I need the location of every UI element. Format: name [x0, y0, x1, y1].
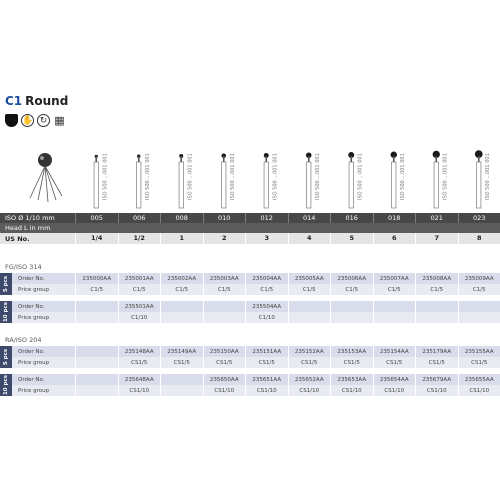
price-group-cell — [330, 312, 373, 323]
shank-ref-label: ISO 500 ...001 001 — [442, 153, 449, 200]
order-number-cell: 235654AA — [373, 374, 416, 385]
section-title: FG/ISO 314 — [5, 263, 42, 271]
price-group-cell — [75, 357, 118, 368]
bur-005 — [94, 153, 108, 208]
iso-size-row — [0, 213, 500, 223]
us-number-cell: 1/2 — [118, 233, 161, 244]
us-number-cell: 4 — [288, 233, 331, 244]
order-number-cell: 235648AA — [118, 374, 161, 385]
price-group-cell: C1/5 — [288, 284, 331, 295]
order-number-cell: 235003AA — [203, 273, 246, 284]
pack-size-label: 10 pcs — [0, 374, 12, 396]
order-number-cell: 235650AA — [203, 374, 246, 385]
bur-021 — [433, 151, 449, 208]
price-group-cell: C1/5 — [373, 284, 416, 295]
us-number-cell: 8 — [458, 233, 500, 244]
price-group-cell: CS1/5 — [160, 357, 203, 368]
order-number-cell — [75, 346, 118, 357]
price-group-cell — [458, 312, 500, 323]
price-group-cell: CS1/5 — [458, 357, 500, 368]
iso-size-cell: 014 — [288, 213, 331, 223]
product-name: Round — [25, 94, 69, 108]
price-group-cell: CS1/5 — [330, 357, 373, 368]
product-title — [5, 94, 68, 108]
bur-006 — [137, 153, 151, 208]
order-number-cell: 235009AA — [458, 273, 500, 284]
rpm-icon: ↻ — [37, 114, 50, 127]
iso-size-cell: 023 — [458, 213, 500, 223]
property-icons — [5, 113, 66, 127]
price-group-cell: C1/10 — [245, 312, 288, 323]
bur-023 — [475, 150, 491, 208]
price-group-cell: CS1/10 — [245, 385, 288, 396]
pack-size-label: 5 pcs — [0, 346, 12, 368]
order-number-cell: 235154AA — [373, 346, 416, 357]
order-number-cell: 235002AA — [160, 273, 203, 284]
price-group-cell: CS1/5 — [288, 357, 331, 368]
us-number-cell: 5 — [330, 233, 373, 244]
table-row: Order No. 235000AA 235001AA 235002AA 235003AA 235004AA 235005AA 235006AA 235007AA 235008AA 235009AA — [12, 273, 500, 284]
price-group-cell — [160, 312, 203, 323]
shank-ref-label: ISO 500 ...001 001 — [399, 153, 406, 200]
order-number-cell: 235149AA — [160, 346, 203, 357]
section-title: RA/ISO 204 — [5, 336, 42, 344]
iso-size-cell: 021 — [415, 213, 458, 223]
order-number-cell — [160, 301, 203, 312]
iso-size-cell: 018 — [373, 213, 416, 223]
order-number-cell: 235651AA — [245, 374, 288, 385]
order-number-cell: 235001AA — [118, 273, 161, 284]
us-number-cell: 1/4 — [75, 233, 118, 244]
price-group-cell — [75, 312, 118, 323]
bur-014 — [306, 153, 321, 209]
shank-ref-label: ISO 500 ...001 001 — [272, 153, 279, 200]
table-row: Order No. 235648AA 235650AA 235651AA 235652AA 235653AA 235654AA 235679AA 235655AA — [12, 374, 500, 385]
price-group-cell: C1/5 — [75, 284, 118, 295]
order-number-cell: 235152AA — [288, 346, 331, 357]
price-group-cell: C1/5 — [160, 284, 203, 295]
iso-size-cell: 006 — [118, 213, 161, 223]
shank-ref-label: ISO 500 ...001 001 — [187, 153, 194, 200]
price-group-cell: C1/10 — [118, 312, 161, 323]
iso-size-cell: 008 — [160, 213, 203, 223]
order-number-cell: 235655AA — [458, 374, 500, 385]
pack-size-label: 5 pcs — [0, 273, 12, 295]
price-group-cell: CS1/10 — [330, 385, 373, 396]
order-number-cell — [415, 301, 458, 312]
table-row: Price group CS1/5 CS1/5 CS1/5 CS1/5 CS1/5 CS1/5 CS1/5 CS1/5 CS1/5 — [12, 357, 500, 368]
order-number-cell — [203, 301, 246, 312]
bur-bundle-icon — [30, 153, 62, 202]
bur-012 — [264, 153, 279, 208]
shank-ref-label: ISO 500 ...001 001 — [102, 153, 109, 200]
price-group-cell — [75, 385, 118, 396]
shank-ref-label: ISO 500 ...001 001 — [357, 153, 364, 200]
bur-008 — [179, 153, 193, 208]
price-group-cell: CS1/10 — [458, 385, 500, 396]
iso-size-cell: 005 — [75, 213, 118, 223]
order-number-cell: 235005AA — [288, 273, 331, 284]
iso-size-cell: 012 — [245, 213, 288, 223]
price-group-cell — [373, 312, 416, 323]
order-number-cell: 235153AA — [330, 346, 373, 357]
price-group-cell: CS1/5 — [415, 357, 458, 368]
price-group-cell — [160, 385, 203, 396]
order-number-cell: 235000AA — [75, 273, 118, 284]
table-row: Price group C1/5 C1/5 C1/5 C1/5 C1/5 C1/5 C1/5 C1/5 C1/5 C1/5 — [12, 284, 500, 295]
price-group-cell: C1/5 — [118, 284, 161, 295]
order-number-cell — [160, 374, 203, 385]
price-group-cell: C1/5 — [203, 284, 246, 295]
pack-group — [0, 374, 500, 396]
order-number-cell: 235008AA — [415, 273, 458, 284]
order-number-cell: 235006AA — [330, 273, 373, 284]
shape-icon — [5, 114, 18, 127]
table-row: Order No. 235148AA 235149AA 235150AA 235151AA 235152AA 235153AA 235154AA 235179AA 235155AA — [12, 346, 500, 357]
price-group-cell: C1/5 — [415, 284, 458, 295]
shank-ref-label: ISO 500 ...001 001 — [229, 153, 236, 200]
price-group-cell: C1/5 — [330, 284, 373, 295]
order-number-cell — [373, 301, 416, 312]
iso-size-label: ISO Ø 1/10 mm — [5, 214, 55, 222]
shank-ref-label: ISO 500 ...001 001 — [144, 153, 151, 200]
order-number-cell: 235679AA — [415, 374, 458, 385]
us-number-cell: 1 — [160, 233, 203, 244]
head-length-label: Head L in mm — [5, 224, 51, 232]
iso-size-cell: 010 — [203, 213, 246, 223]
us-number-cell: 6 — [373, 233, 416, 244]
price-group-cell — [288, 312, 331, 323]
bur-illustrations — [0, 140, 500, 212]
us-number-cell: 3 — [245, 233, 288, 244]
order-number-cell: 235155AA — [458, 346, 500, 357]
material-icon: ▦ — [54, 113, 65, 127]
order-number-cell: 235653AA — [330, 374, 373, 385]
order-number-cell: 235148AA — [118, 346, 161, 357]
bur-016 — [348, 152, 363, 208]
product-code: C1 — [5, 94, 23, 108]
order-number-cell: 235004AA — [245, 273, 288, 284]
bur-010 — [222, 153, 236, 208]
order-number-cell — [75, 301, 118, 312]
pack-size-label: 10 pcs — [0, 301, 12, 323]
pack-group — [0, 346, 500, 368]
price-group-cell: CS1/10 — [373, 385, 416, 396]
price-group-cell: CS1/10 — [203, 385, 246, 396]
order-number-cell: 235504AA — [245, 301, 288, 312]
table-row: Order No. 235501AA 235504AA — [12, 301, 500, 312]
shank-ref-label: ISO 500 ...001 001 — [314, 153, 321, 200]
hand-icon: ✋ — [22, 115, 34, 126]
us-number-row — [0, 233, 500, 244]
order-number-cell: 235151AA — [245, 346, 288, 357]
order-number-cell — [75, 374, 118, 385]
price-group-cell: CS1/10 — [288, 385, 331, 396]
us-number-label: US No. — [5, 234, 30, 243]
order-number-cell: 235150AA — [203, 346, 246, 357]
pack-group — [0, 301, 500, 323]
order-number-cell — [458, 301, 500, 312]
price-group-cell — [203, 312, 246, 323]
shank-ref-label: ISO 500 ...001 001 — [484, 153, 491, 200]
order-number-cell — [330, 301, 373, 312]
us-number-cell: 7 — [415, 233, 458, 244]
bur-018 — [391, 152, 406, 209]
us-number-cell: 2 — [203, 233, 246, 244]
order-number-cell: 235007AA — [373, 273, 416, 284]
pack-group — [0, 273, 500, 295]
price-group-cell: C1/5 — [245, 284, 288, 295]
price-group-cell: CS1/5 — [203, 357, 246, 368]
price-group-cell — [415, 312, 458, 323]
head-length-row — [0, 223, 500, 233]
price-group-cell: CS1/5 — [373, 357, 416, 368]
order-number-cell: 235179AA — [415, 346, 458, 357]
table-row: Price group C1/10 C1/10 — [12, 312, 500, 323]
price-group-cell: C1/5 — [458, 284, 500, 295]
order-number-cell: 235501AA — [118, 301, 161, 312]
table-row: Price group CS1/10 CS1/10 CS1/10 CS1/10 CS1/10 CS1/10 CS1/10 CS1/10 — [12, 385, 500, 396]
order-number-cell — [288, 301, 331, 312]
price-group-cell: CS1/10 — [415, 385, 458, 396]
price-group-cell: CS1/5 — [245, 357, 288, 368]
price-group-cell: CS1/5 — [118, 357, 161, 368]
iso-size-cell: 016 — [330, 213, 373, 223]
price-group-cell: CS1/10 — [118, 385, 161, 396]
order-number-cell: 235652AA — [288, 374, 331, 385]
